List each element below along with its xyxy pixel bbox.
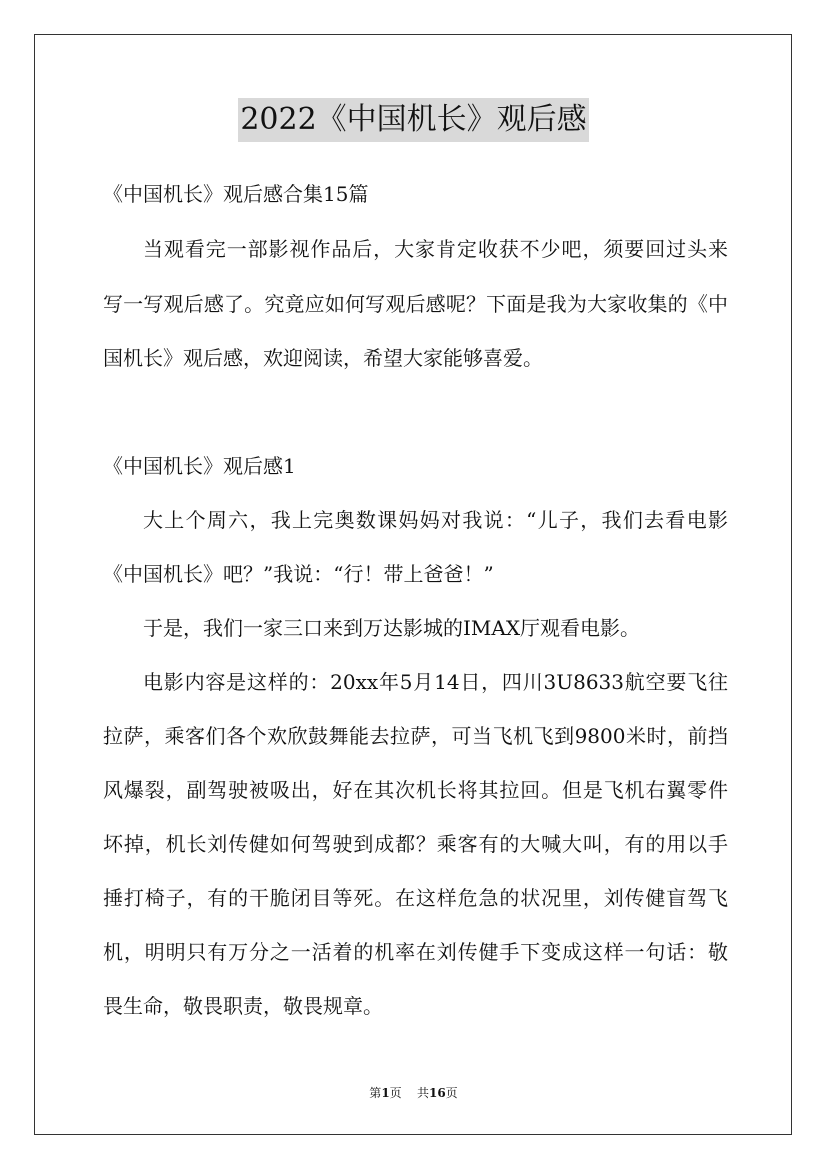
paragraph1-line-2: 《中国机长》吧？”我说：“行！带上爸爸！” [103, 562, 494, 586]
collection-heading: 《中国机长》观后感合集15篇 [103, 182, 369, 206]
footer-page-prefix: 第 [369, 1086, 382, 1100]
footer-page-number: 1 [381, 1086, 390, 1100]
intro-line-1: 当观看完一部影视作品后，大家肯定收获不少吧，须要回过头来 [143, 237, 728, 261]
paragraph3-line-7: 畏生命，敬畏职责，敬畏规章。 [103, 994, 383, 1018]
intro-line-2: 写一写观后感了。究竟应如何写观后感呢？下面是我为大家收集的《中 [103, 292, 728, 316]
title-container [0, 98, 827, 142]
paragraph3-line-4: 坏掉，机长刘传健如何驾驶到成都？乘客有的大喊大叫，有的用以手 [103, 832, 728, 856]
paragraph3-line-2: 拉萨，乘客们各个欢欣鼓舞能去拉萨，可当飞机飞到9800米时，前挡 [103, 724, 728, 748]
footer-page-suffix: 页 [389, 1086, 402, 1100]
paragraph2-line-1: 于是，我们一家三口来到万达影城的IMAX厅观看电影。 [143, 616, 641, 640]
paragraph1-line-1: 大上个周六，我上完奥数课妈妈对我说：“儿子，我们去看电影 [143, 508, 728, 532]
footer-total-prefix: 共 [416, 1086, 429, 1100]
document-title: 2022《中国机长》观后感 [238, 98, 588, 142]
paragraph3-line-1: 电影内容是这样的：20xx年5月14日，四川3U8633航空要飞往 [143, 670, 728, 694]
footer-total-suffix: 页 [445, 1086, 458, 1100]
section-heading: 《中国机长》观后感1 [103, 454, 296, 478]
intro-line-3: 国机长》观后感，欢迎阅读，希望大家能够喜爱。 [103, 346, 543, 370]
page-footer [0, 1084, 827, 1101]
footer-total-pages: 16 [428, 1086, 446, 1100]
paragraph3-line-3: 风爆裂，副驾驶被吸出，好在其次机长将其拉回。但是飞机右翼零件 [103, 778, 728, 802]
paragraph3-line-6: 机，明明只有万分之一活着的机率在刘传健手下变成这样一句话：敬 [103, 940, 728, 964]
paragraph3-line-5: 捶打椅子，有的干脆闭目等死。在这样危急的状况里，刘传健盲驾飞 [103, 886, 728, 910]
